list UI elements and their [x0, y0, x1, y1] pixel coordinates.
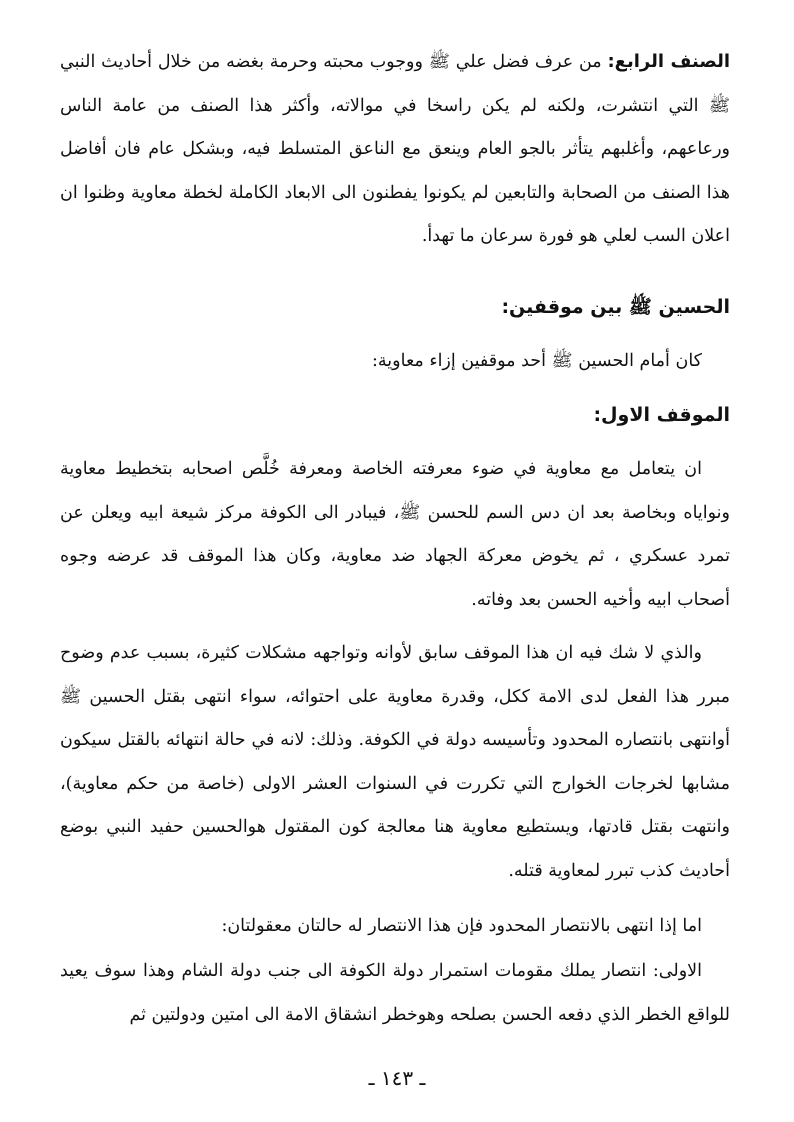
paragraph-analysis: والذي لا شك فيه ان هذا الموقف سابق لأوانه وتواجهه مشكلات كثيرة، بسبب عدم وضوح مبرر هذا الفعل لدى الامة ككل، وقدرة معاوية على احتوائه، سواء انتهى بقتل الحسين ﷺ أوانتهى بانتصاره المحدود وتأسيسه دولة في الكوفة. وذلك: لانه في حالة انتهائه بالقتل سيكون مشابها لخرجات الخوارج التي تكررت في السنوات العشر الاولى (خاصة من حكم معاوية)، وانتهت بقتل قادتها، ويستطيع معاوية هنا معالجة كون المقتول هوالحسين حفيد النبي بوضع أحاديث كذب تبرر لمعاوية قتله. [60, 643, 730, 881]
section-heading: الحسين ﷺ بين موقفين: [501, 296, 730, 318]
paragraph-fourth-category [60, 40, 730, 259]
paragraph-lead-label: الصنف الرابع: [607, 51, 730, 72]
subsection-heading: الموقف الاول: [593, 404, 730, 426]
page-number: ـ ١٤٣ ـ [368, 1066, 426, 1090]
paragraph-limited-victory: اما إذا انتهى بالانتصار المحدود فإن هذا الانتصار له حالتان معقولتان: [221, 916, 702, 936]
paragraph-first-case: الاولى: انتصار يملك مقومات استمرار دولة الكوفة الى جنب دولة الشام وهذا سوف يعيد للواقع الخطر الذي دفعه الحسن بصلحه وهوخطر انشقاق الامة الى امتين ودولتين ثم [60, 961, 730, 1025]
paragraph-text: من عرف فضل علي ﷺ ووجوب محبته وحرمة بغضه من خلال أحاديث النبي ﷺ التي انتشرت، ولكنه لم يكن راسخا في موالاته، وأكثر هذا الصنف من عامة الناس ورعاعهم، وأغلبهم يتأثر بالجو العام وينعق مع الناعق المتسلط فيه، وبشكل عام فان أفاضل هذا الصنف من الصحابة والتابعين لم يكونوا يفطنون الى الابعاد الكاملة لخطة معاوية وظنوا ان اعلان السب لعلي هو فورة سرعان ما تهدأ. [60, 52, 730, 246]
paragraph-first-position: ان يتعامل مع معاوية في ضوء معرفته الخاصة ومعرفة خُلَّص اصحابه بتخطيط معاوية ونواياه وبخاصة بعد ان دس السم للحسن ﷺ، فيبادر الى الكوفة مركز شيعة ابيه ويعلن عن تمرد عسكري ، ثم يخوض معركة الجهاد ضد معاوية، وكان هذا الموقف قد عرضه وجوه أصحاب ابيه وأخيه الحسن بعد وفاته. [60, 459, 730, 610]
paragraph-two-positions: كان أمام الحسين ﷺ أحد موقفين إزاء معاوية: [372, 351, 702, 371]
